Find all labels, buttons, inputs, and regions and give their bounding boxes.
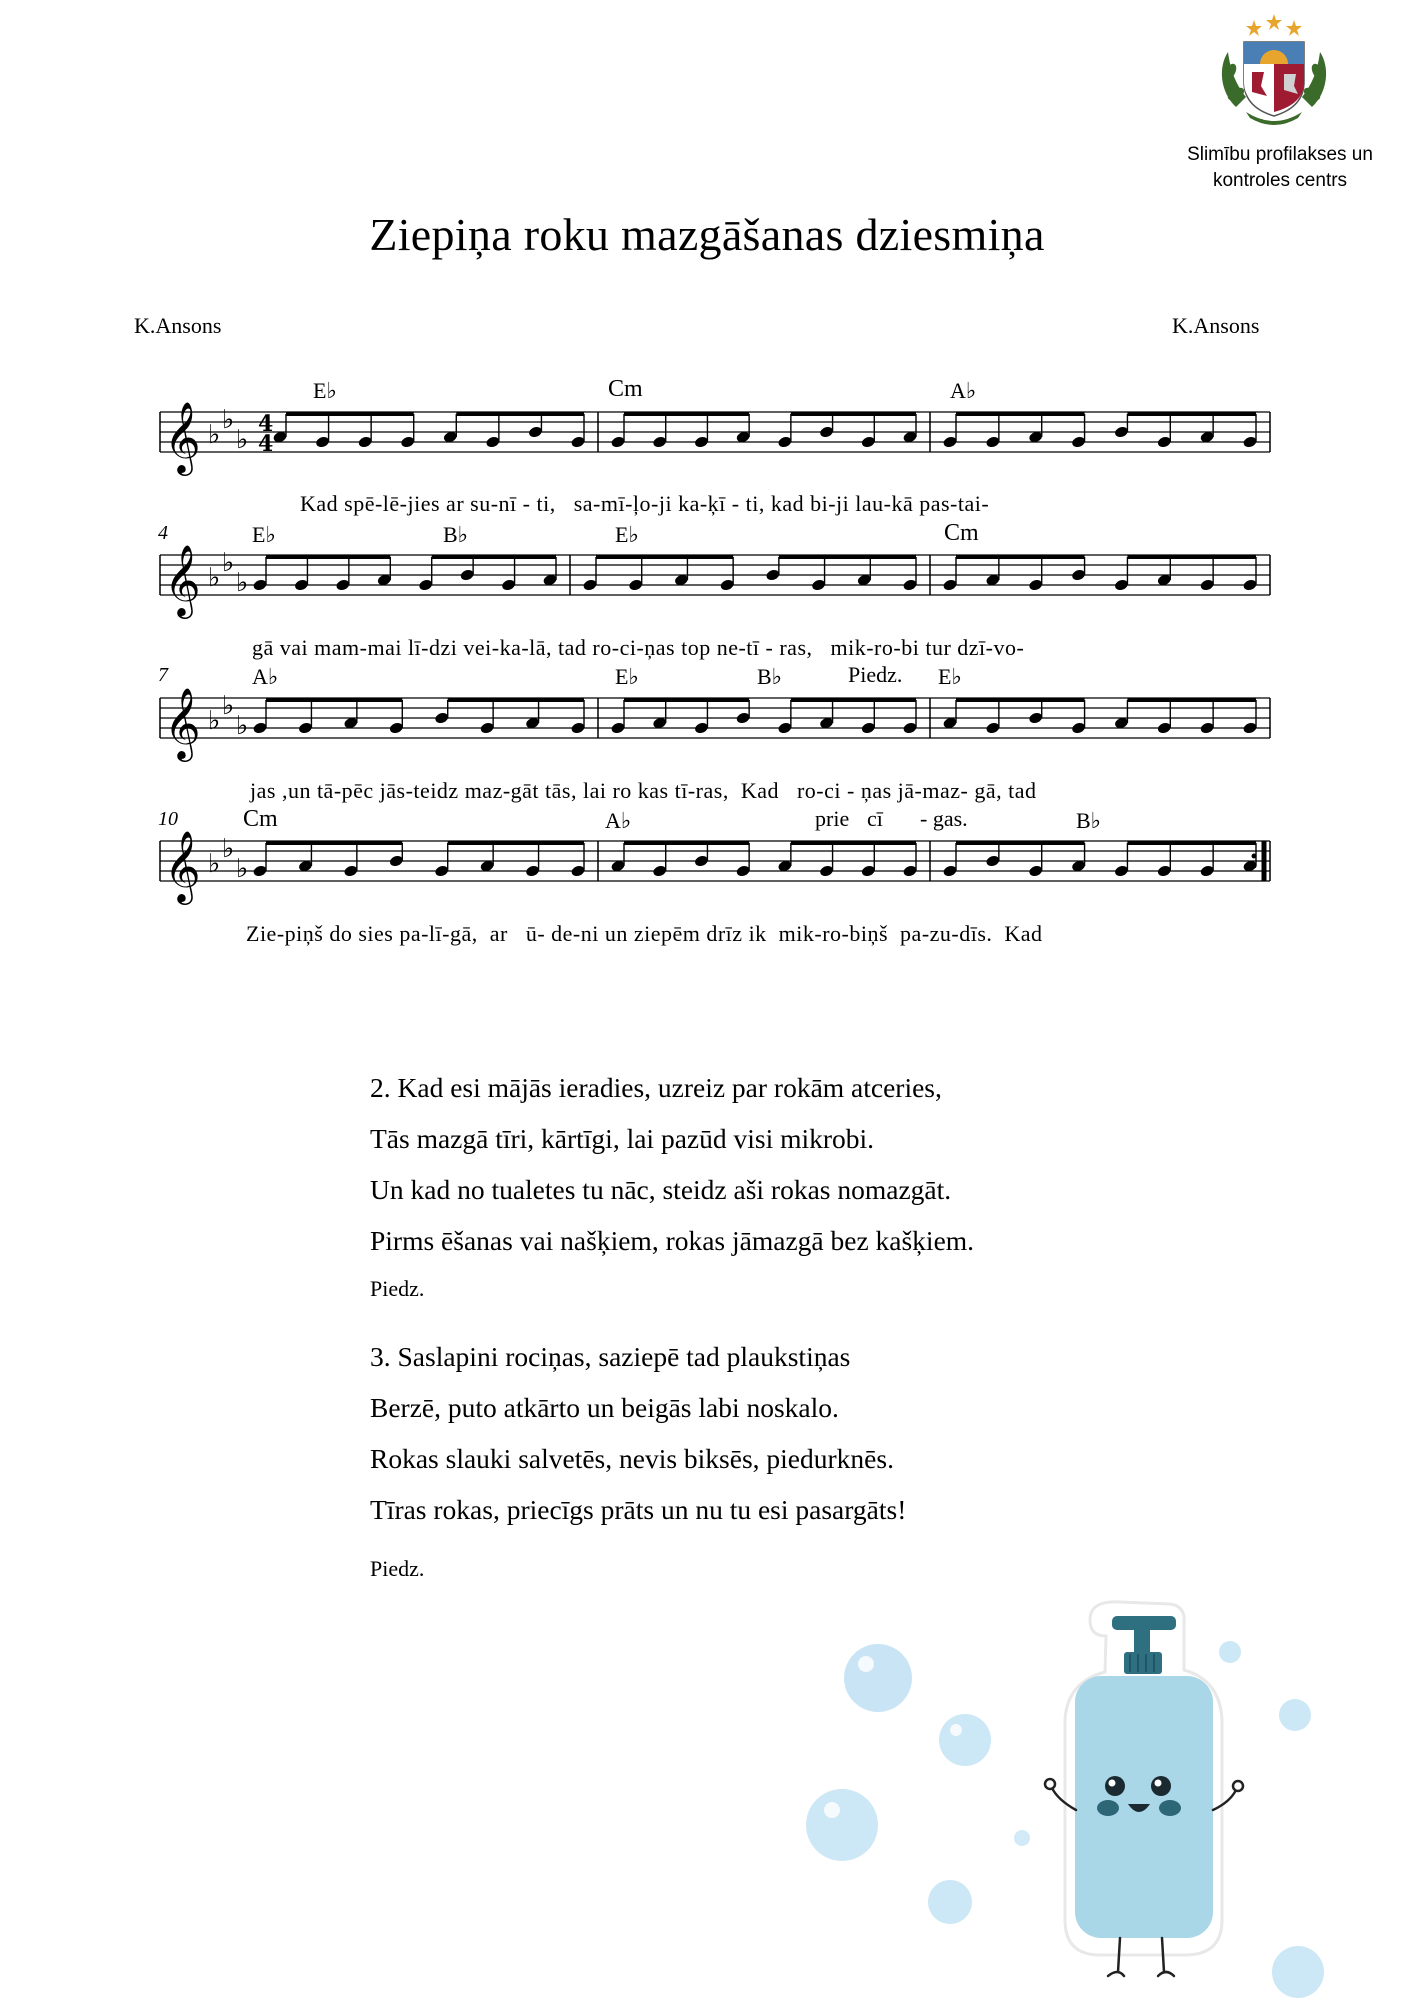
refrain-marker: Piedz. [848, 662, 903, 687]
time-signature-top: 4 [258, 411, 274, 437]
verse-line: Tās mazgā tīri, kārtīgi, lai pazūd visi mikrobi. [370, 1123, 875, 1154]
lyrics-line: jas ,un tā-pēc jās-teidz maz-gāt tās, lai ro kas tī-ras, Kad ro-ci - ņas jā-maz- gā, tad [250, 778, 1037, 803]
chord-symbol: E♭ [615, 664, 639, 689]
measure-number: 4 [158, 522, 168, 544]
coat-of-arms-logo [1216, 12, 1332, 132]
song-title: Ziepiņa roku mazgāšanas dziesmiņa [369, 209, 1045, 260]
lyric-fragment: prie [815, 806, 850, 831]
flat-sign: ♭ [222, 548, 235, 578]
verse-3 [370, 1331, 906, 1535]
lyrics-line: gā vai mam-mai lī-dzi vei-ka-lā, tad ro-ci-ņas top ne-tī - ras, mik-ro-bi tur dzī-vo- [252, 635, 1025, 660]
verse-line: Un kad no tualetes tu nāc, steidz aši rokas nomazgāt. [370, 1174, 952, 1205]
flat-sign: ♭ [222, 405, 235, 435]
flat-sign: ♭ [236, 568, 249, 598]
chord-symbol: A♭ [605, 808, 632, 833]
chord-symbol: E♭ [615, 522, 639, 547]
treble-clef: 𝄞 [164, 543, 201, 616]
flat-sign: ♭ [208, 849, 221, 879]
chord-symbol: B♭ [757, 664, 783, 689]
refrain-label: Piedz. [370, 1276, 425, 1301]
flat-sign: ♭ [236, 711, 249, 741]
verse-line: Rokas slauki salvetēs, nevis biksēs, piedurknēs. [370, 1443, 894, 1474]
soap-bottle-illustration [790, 1590, 1350, 2000]
chord-symbol: B♭ [443, 522, 469, 547]
lyrics-line: Kad spē-lē-jies ar su-nī - ti, sa-mī-ļo-ji ka-ķī - ti, kad bi-ji lau-kā pas-tai- [300, 491, 990, 516]
lyric-fragment: cī [867, 806, 883, 831]
treble-clef: 𝄞 [164, 686, 201, 759]
chord-symbol: A♭ [252, 664, 279, 689]
org-name-line2: kontroles centrs [1212, 170, 1348, 191]
verse-line: 3. Saslapini rociņas, saziepē tad plaukstiņas [370, 1341, 851, 1372]
treble-clef: 𝄞 [164, 400, 201, 473]
chord-symbol: E♭ [938, 664, 962, 689]
stars [1246, 14, 1302, 36]
org-name-line1: Slimību profilakses un [1187, 144, 1373, 165]
chord-symbol: A♭ [950, 378, 977, 403]
flat-sign: ♭ [222, 834, 235, 864]
flat-sign: ♭ [236, 854, 249, 884]
verse-line: Tīras rokas, priecīgs prāts un nu tu esi pasargāts! [370, 1494, 907, 1525]
verse-2 [370, 1062, 974, 1266]
chord-symbol: E♭ [313, 378, 337, 403]
chord-symbol: Cm [243, 806, 278, 832]
measure-number: 7 [158, 664, 168, 686]
time-signature-bottom: 4 [258, 431, 274, 457]
lyricist-credit: K.Ansons [1172, 313, 1260, 338]
verse-line: Berzē, puto atkārto un beigās labi noskalo. [370, 1392, 839, 1423]
lyrics-line: Zie-piņš do sies pa-lī-gā, ar ū- de-ni un ziepēm drīz ik mik-ro-biņš pa-zu-dīs. Kad [246, 921, 1043, 946]
verse-line: Pirms ēšanas vai našķiem, rokas jāmazgā bez kašķiem. [370, 1225, 975, 1256]
measure-number: 10 [158, 808, 178, 830]
flat-sign: ♭ [208, 563, 221, 593]
flat-sign: ♭ [236, 425, 249, 455]
chord-symbol: E♭ [252, 522, 276, 547]
repeat-dot [1252, 864, 1257, 869]
composer-credit: K.Ansons [134, 313, 222, 338]
treble-clef: 𝄞 [164, 829, 201, 902]
chord-symbol: Cm [944, 520, 979, 546]
flat-sign: ♭ [208, 706, 221, 736]
verse-line: 2. Kad esi mājās ieradies, uzreiz par rokām atceries, [370, 1072, 942, 1103]
refrain-label: Piedz. [370, 1556, 425, 1581]
music-score [150, 360, 1280, 950]
chord-symbol: Cm [608, 376, 643, 402]
repeat-dot [1252, 854, 1257, 859]
flat-sign: ♭ [222, 691, 235, 721]
lyric-fragment: - gas. [920, 806, 968, 831]
chord-symbol: B♭ [1076, 808, 1102, 833]
flat-sign: ♭ [208, 420, 221, 450]
